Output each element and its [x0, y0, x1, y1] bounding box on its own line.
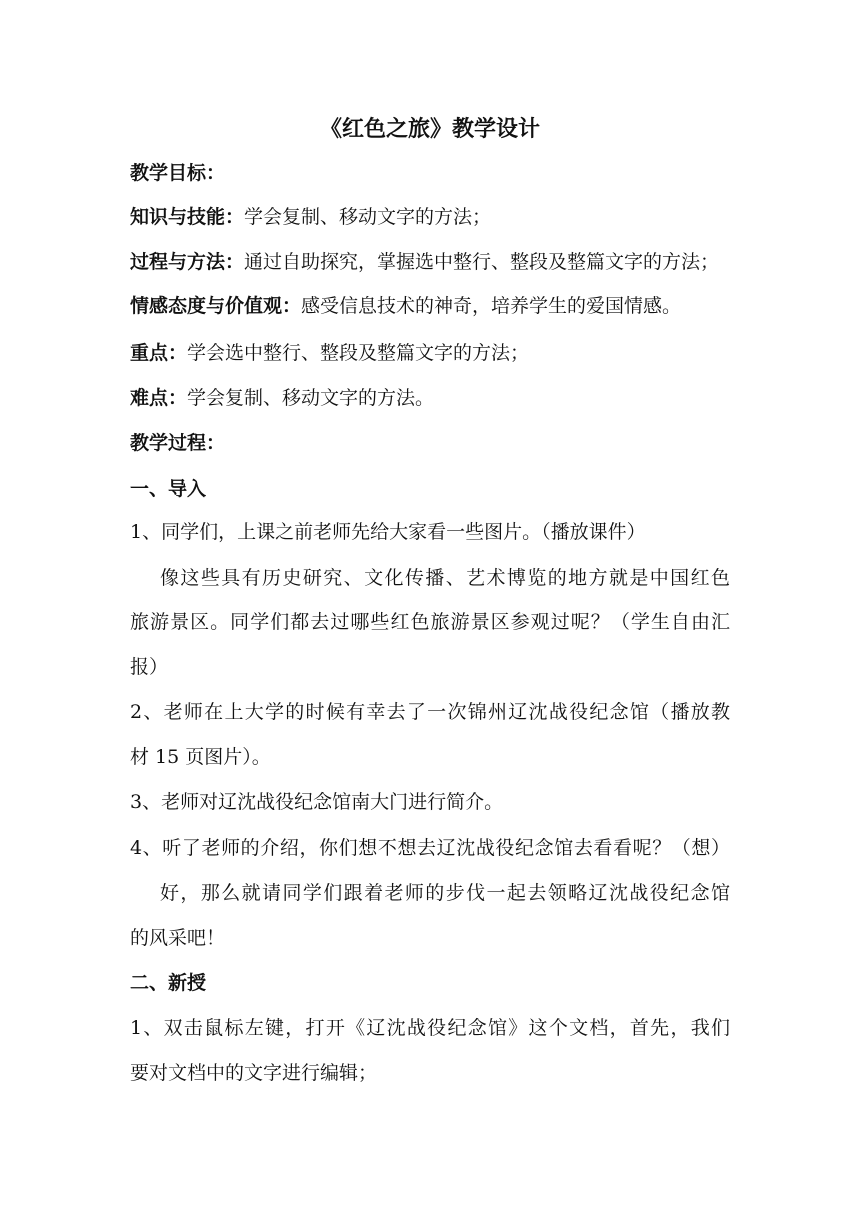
emotion-line	[130, 294, 730, 318]
section1-para1-line2: 旅游景区。同学们都去过哪些红色旅游景区参观过呢？（学生自由汇	[130, 611, 730, 633]
difficulty-label: 难点：	[130, 387, 188, 409]
section1-heading: 一、导入	[130, 478, 207, 500]
section1-item4: 4、听了老师的介绍，你们想不想去辽沈战役纪念馆去看看呢？（想）	[130, 837, 730, 859]
difficulty-text: 学会复制、移动文字的方法。	[187, 387, 435, 409]
section2-heading: 二、新授	[130, 972, 207, 994]
document-title: 《红色之旅》教学设计	[319, 116, 540, 142]
section1-para2-line1: 好，那么就请同学们跟着老师的步伐一起去领略辽沈战役纪念馆	[160, 882, 730, 904]
key-point-line	[130, 341, 730, 365]
section1-item2-line2: 材 15 页图片）。	[130, 746, 271, 768]
process-heading: 教学过程：	[130, 432, 226, 454]
section2-item1-line2: 要对文档中的文字进行编辑；	[130, 1062, 378, 1084]
section1-item3: 3、老师对辽沈战役纪念馆南大门进行简介。	[130, 791, 504, 813]
objectives-heading: 教学目标：	[130, 162, 226, 184]
emotion-label: 情感态度与价值观：	[130, 295, 302, 317]
process-label: 过程与方法：	[130, 251, 245, 273]
difficulty-line	[130, 386, 730, 410]
section1-item1: 1、同学们，上课之前老师先给大家看一些图片。（播放课件）	[130, 521, 646, 543]
section1-para2-line2: 的风采吧！	[130, 927, 226, 949]
section1-para1-line3: 报）	[130, 656, 169, 678]
section1-item2-line1: 2、老师在上大学的时候有幸去了一次锦州辽沈战役纪念馆（播放教	[130, 701, 730, 723]
knowledge-text: 学会复制、移动文字的方法；	[244, 206, 492, 228]
knowledge-label: 知识与技能：	[130, 206, 245, 228]
knowledge-line	[130, 205, 730, 229]
key-point-text: 学会选中整行、整段及整篇文字的方法；	[187, 342, 530, 364]
section1-para1-line1: 像这些具有历史研究、文化传播、艺术博览的地方就是中国红色	[160, 567, 730, 589]
process-text: 通过自助探究，掌握选中整行、整段及整篇文字的方法；	[244, 251, 720, 273]
emotion-text: 感受信息技术的神奇，培养学生的爱国情感。	[301, 295, 682, 317]
process-line	[130, 250, 730, 274]
section2-item1-line1: 1、双击鼠标左键，打开《辽沈战役纪念馆》这个文档，首先，我们	[130, 1017, 730, 1039]
key-point-label: 重点：	[130, 342, 188, 364]
